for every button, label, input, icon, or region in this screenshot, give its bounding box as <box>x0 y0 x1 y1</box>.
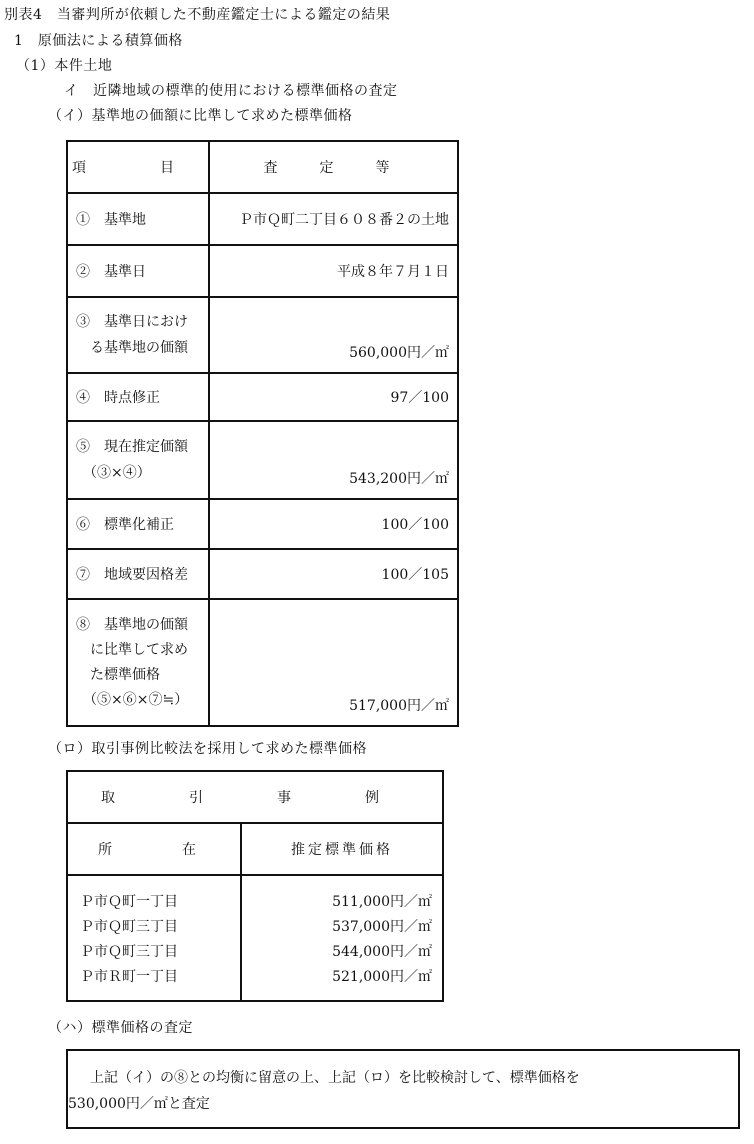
row-value: 100／100 <box>209 499 458 549</box>
table-row <box>67 193 458 245</box>
table-row <box>67 599 458 726</box>
row-value: 97／100 <box>209 373 458 421</box>
conclusion-line-1: 上記（イ）の⑧との均衡に留意の上、上記（ロ）を比較検討して、標準価格を <box>90 1070 580 1086</box>
table-row <box>67 549 458 599</box>
table-row <box>67 373 458 421</box>
row-value: 517,000円／㎡ <box>209 599 458 726</box>
location-list <box>67 875 241 1001</box>
standard-price-table <box>66 140 459 727</box>
table-row <box>67 499 458 549</box>
conclusion-line-2: 530,000円／㎡と査定 <box>68 1096 210 1112</box>
subsection-heading-ha: （ハ）標準価格の査定 <box>48 1020 193 1036</box>
table-row <box>67 421 458 499</box>
list-item: 544,000円／㎡ <box>332 944 432 960</box>
header-location: 所 在 <box>67 823 241 875</box>
table-title-row <box>67 771 443 823</box>
table-row <box>67 245 458 297</box>
row-value: 平成８年７月１日 <box>209 245 458 297</box>
subsection-heading-ro: （ロ）取引事例比較法を採用して求めた標準価格 <box>48 741 367 757</box>
header-value: 査 定 等 <box>209 141 458 193</box>
row-value: 560,000円／㎡ <box>209 297 458 373</box>
row-item: ⑦ 地域要因格差 <box>67 549 209 599</box>
row-value: 543,200円／㎡ <box>209 421 458 499</box>
subsection-heading-i: （イ）基準地の価額に比準して求めた標準価格 <box>48 108 353 124</box>
list-item: 521,000円／㎡ <box>332 969 432 985</box>
document-title: 別表4 当審判所が依頼した不動産鑑定士による鑑定の結果 <box>4 7 391 23</box>
section-heading: 1 原価法による積算価格 <box>14 33 183 49</box>
row-value: Ｐ市Ｑ町二丁目６０８番２の土地 <box>209 193 458 245</box>
table-body-row <box>67 875 443 1001</box>
table-row <box>67 297 458 373</box>
list-item: 537,000円／㎡ <box>332 919 432 935</box>
header-price: 推定標準価格 <box>241 823 443 875</box>
conclusion-box <box>66 1049 740 1129</box>
list-item: Ｐ市Ｑ町三丁目 <box>80 919 178 935</box>
transaction-cases-table <box>66 770 444 1002</box>
row-item: ③ 基準日におけ る基準地の価額 <box>67 297 209 373</box>
list-item: Ｐ市Ｑ町三丁目 <box>80 944 178 960</box>
row-value: 100／105 <box>209 549 458 599</box>
row-item: ① 基準地 <box>67 193 209 245</box>
list-item: Ｐ市Ｑ町一丁目 <box>80 894 178 910</box>
row-item: ⑥ 標準化補正 <box>67 499 209 549</box>
subsection-heading-a: イ 近隣地域の標準的使用における標準価格の査定 <box>64 83 398 99</box>
list-item: Ｐ市Ｒ町一丁目 <box>80 969 178 985</box>
row-item: ⑧ 基準地の価額 に比準して求め た標準価格 （⑤×⑥×⑦≒） <box>67 599 209 726</box>
price-list <box>241 875 443 1001</box>
table-header-row <box>67 141 458 193</box>
subsection-heading: （1）本件土地 <box>16 58 113 74</box>
row-item: ② 基準日 <box>67 245 209 297</box>
row-item: ④ 時点修正 <box>67 373 209 421</box>
header-item: 項 目 <box>67 141 209 193</box>
list-item: 511,000円／㎡ <box>332 894 432 910</box>
table-header-row <box>67 823 443 875</box>
row-item: ⑤ 現在推定価額 （③×④） <box>67 421 209 499</box>
table-title: 取 引 事 例 <box>67 771 443 823</box>
